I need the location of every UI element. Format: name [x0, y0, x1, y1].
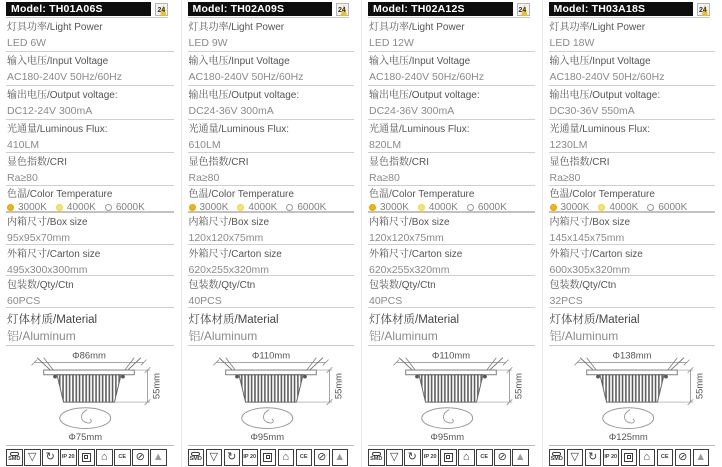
spec-box-size: 内箱尺寸/Box size 120x120x75mm [188, 213, 355, 245]
spec-color-temp: 色温/Color Temperature 3000K 4000K 6000K [368, 186, 535, 213]
rotate-icon: ↻ [224, 449, 241, 466]
triangle-v-icon: ▽ [567, 449, 584, 466]
indoor-icon: ⌂ [96, 449, 113, 466]
rotate-icon: ↻ [404, 449, 421, 466]
dot-4000k-icon [418, 204, 425, 211]
spec-cri: 显色指数/CRI Ra≥80 [188, 153, 355, 186]
spec-luminous-flux: 光通量/Luminous Flux: 410LM [6, 120, 174, 153]
spec-luminous-flux: 光通量/Luminous Flux: 1230LM [549, 120, 716, 153]
spec-material: 灯体材质/Material 铝/Aluminum [549, 308, 716, 346]
spec-carton-size: 外箱尺寸/Carton size 620x255x320mm [368, 245, 535, 276]
cert-icons-row [549, 445, 716, 466]
dimension-drawing [188, 347, 354, 444]
dim-cutout-label: Φ95mm [249, 430, 284, 442]
dot-6000k-icon [647, 204, 654, 211]
spec-qty: 包装数/Qty/Ctn 32PCS [549, 276, 716, 308]
ce-icon: CE [296, 449, 313, 466]
spec-color-temp: 色温/Color Temperature 3000K 4000K 6000K [6, 186, 174, 213]
model-title: Model: TH03A18S [549, 2, 694, 16]
warning-icon: ▲ [693, 449, 710, 466]
triangle-v-icon: ▽ [24, 449, 41, 466]
spec-luminous-flux: 光通量/Luminous Flux: 610LM [188, 120, 355, 153]
rohs-icon: ⊘ [675, 449, 692, 466]
dim-cutout-label: Φ125mm [608, 430, 648, 442]
dot-4000k-icon [598, 204, 605, 211]
rohs-icon: ⊘ [132, 449, 149, 466]
spec-qty: 包装数/Qty/Ctn 40PCS [188, 276, 355, 308]
ip20-icon: IP 20 [422, 449, 439, 466]
spec-luminous-flux: 光通量/Luminous Flux: 820LM [368, 120, 535, 153]
spec-output-voltage: 输出电压/Output voltage: DC24-36V 300mA [188, 86, 355, 120]
dim-top-label: Φ86mm [72, 349, 106, 361]
spec-light-power: 灯具功率/Light Power LED 18W [549, 18, 716, 52]
dim-height-label: 55mm [512, 372, 524, 400]
dim-top-label: Φ110mm [431, 349, 471, 361]
cert-icons-row [368, 445, 535, 466]
dimension-drawing [368, 347, 534, 444]
spec-light-power: 灯具功率/Light Power LED 6W [6, 18, 174, 52]
warning-icon: ▲ [512, 449, 529, 466]
ip20-icon: IP 20 [60, 449, 77, 466]
model-header [549, 2, 711, 18]
spec-light-power: 灯具功率/Light Power LED 9W [188, 18, 355, 52]
dot-6000k-icon [105, 204, 112, 211]
spec-material: 灯体材质/Material 铝/Aluminum [6, 308, 174, 346]
rotate-icon: ↻ [585, 449, 602, 466]
spec-color-temp: 色温/Color Temperature 3000K 4000K 6000K [188, 186, 355, 213]
indoor-icon: ⌂ [639, 449, 656, 466]
spec-material: 灯体材质/Material 铝/Aluminum [188, 308, 355, 346]
dim-cutout-label: Φ75mm [68, 430, 103, 442]
smd-icon: SMD [368, 449, 385, 466]
spec-input-voltage: 输入电压/Input Voltage AC180-240V 50Hz/60Hz [6, 52, 174, 86]
spec-cri: 显色指数/CRI Ra≥80 [6, 153, 174, 186]
dot-3000k-icon [189, 204, 196, 211]
spec-carton-size: 外箱尺寸/Carton size 495x300x300mm [6, 245, 174, 276]
dim-height-label: 55mm [693, 372, 705, 400]
product-column-4 [542, 0, 722, 467]
spec-carton-size: 外箱尺寸/Carton size 600x305x320mm [549, 245, 716, 276]
dim-cutout-label: Φ95mm [430, 430, 465, 442]
dim-height-label: 55mm [150, 372, 162, 400]
smd-icon: SMD [6, 449, 23, 466]
class-ii-icon [621, 449, 638, 466]
spec-input-voltage: 输入电压/Input Voltage AC180-240V 50Hz/60Hz [188, 52, 355, 86]
smd-icon: SMD [549, 449, 566, 466]
spec-qty: 包装数/Qty/Ctn 40PCS [368, 276, 535, 308]
dot-6000k-icon [467, 204, 474, 211]
spec-output-voltage: 输出电压/Output voltage: DC24-36V 300mA [368, 86, 535, 120]
ip20-icon: IP 20 [242, 449, 259, 466]
dim-height-label: 55mm [332, 372, 344, 400]
dot-6000k-icon [286, 204, 293, 211]
dimension-drawing [6, 347, 172, 444]
ip20-icon: IP 20 [603, 449, 620, 466]
spec-light-power: 灯具功率/Light Power LED 12W [368, 18, 535, 52]
warning-icon: ▲ [332, 449, 349, 466]
spec-output-voltage: 输出电压/Output voltage: DC30-36V 550mA [549, 86, 716, 120]
warning-icon: ▲ [150, 449, 167, 466]
dot-3000k-icon [550, 204, 557, 211]
model-title: Model: TH02A12S [368, 2, 513, 16]
class-ii-icon [78, 449, 95, 466]
spec-qty: 包装数/Qty/Ctn 60PCS [6, 276, 174, 308]
product-column-1 [0, 0, 181, 467]
warranty-24-badge: 24 [517, 3, 530, 16]
ce-icon: CE [476, 449, 493, 466]
dot-4000k-icon [237, 204, 244, 211]
dot-3000k-icon [7, 204, 14, 211]
smd-icon: SMD [188, 449, 205, 466]
cert-icons-row [188, 445, 355, 466]
rotate-icon: ↻ [42, 449, 59, 466]
dim-top-label: Φ138mm [612, 349, 651, 361]
dot-3000k-icon [369, 204, 376, 211]
model-title: Model: TH02A09S [188, 2, 333, 16]
product-column-2 [181, 0, 362, 467]
triangle-v-icon: ▽ [206, 449, 223, 466]
spec-carton-size: 外箱尺寸/Carton size 620x255x320mm [188, 245, 355, 276]
model-header [188, 2, 350, 18]
warranty-24-badge: 24 [155, 3, 168, 16]
spec-output-voltage: 输出电压/Output voltage: DC12-24V 300mA [6, 86, 174, 120]
spec-cri: 显色指数/CRI Ra≥80 [368, 153, 535, 186]
spec-color-temp: 色温/Color Temperature 3000K 4000K 6000K [549, 186, 716, 213]
triangle-v-icon: ▽ [386, 449, 403, 466]
model-header [368, 2, 530, 18]
rohs-icon: ⊘ [314, 449, 331, 466]
indoor-icon: ⌂ [278, 449, 295, 466]
dim-top-label: Φ110mm [251, 349, 290, 361]
spec-input-voltage: 输入电压/Input Voltage AC180-240V 50Hz/60Hz [549, 52, 716, 86]
spec-box-size: 内箱尺寸/Box size 95x95x70mm [6, 213, 174, 245]
rohs-icon: ⊘ [494, 449, 511, 466]
model-title: Model: TH01A06S [6, 2, 151, 16]
ce-icon: CE [114, 449, 131, 466]
ce-icon: CE [657, 449, 674, 466]
class-ii-icon [260, 449, 277, 466]
warranty-24-badge: 24 [697, 3, 710, 16]
cert-icons-row [6, 445, 174, 466]
warranty-24-badge: 24 [336, 3, 349, 16]
spec-cri: 显色指数/CRI Ra≥80 [549, 153, 716, 186]
indoor-icon: ⌂ [458, 449, 475, 466]
dot-4000k-icon [56, 204, 63, 211]
product-column-3 [361, 0, 542, 467]
spec-material: 灯体材质/Material 铝/Aluminum [368, 308, 535, 346]
spec-box-size: 内箱尺寸/Box size 120x120x75mm [368, 213, 535, 245]
dimension-drawing [549, 347, 715, 444]
class-ii-icon [440, 449, 457, 466]
spec-input-voltage: 输入电压/Input Voltage AC180-240V 50Hz/60Hz [368, 52, 535, 86]
spec-box-size: 内箱尺寸/Box size 145x145x75mm [549, 213, 716, 245]
model-header [6, 2, 168, 18]
